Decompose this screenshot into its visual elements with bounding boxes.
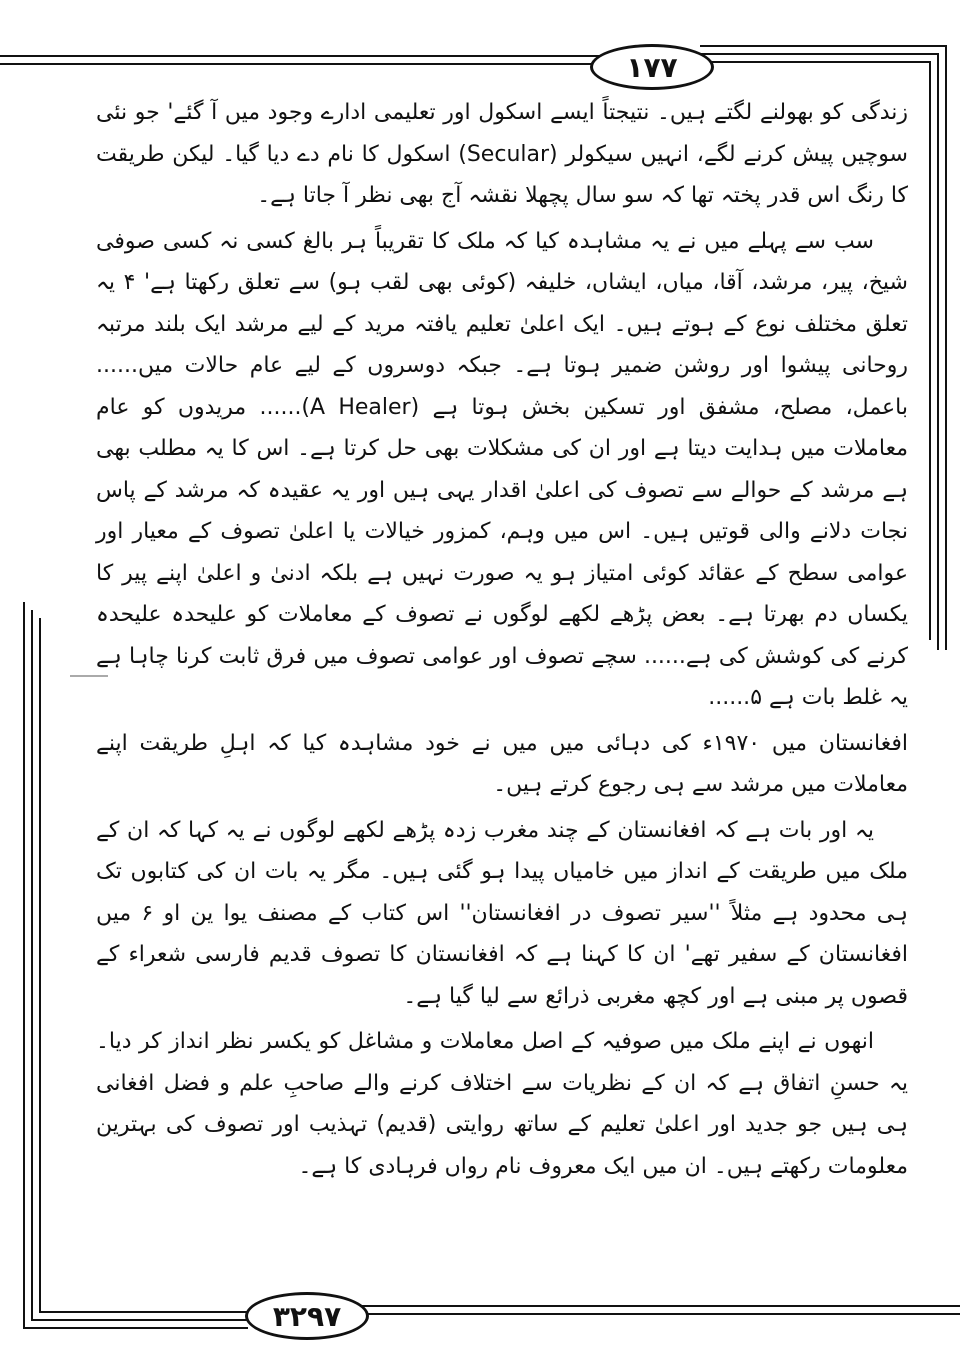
- page-number-bottom: ٣٢٩٧: [245, 1292, 369, 1340]
- paragraph-3: افغانستان میں ۱۹۷۰ء کی دہائی میں میں نے خود مشاہدہ کیا کہ اہلِ طریقت اپنے معاملات میں مرشد سے ہی رجوع کرتے ہیں۔: [96, 730, 908, 797]
- paragraph-2: سب سے پہلے میں نے یہ مشاہدہ کیا کہ ملک کا تقریباً ہر بالغ کسی نہ کسی صوفی شیخ، پیر، مرشد، آقا، میاں، ایشاں، خلیفہ (کوئی بھی لقب ہو) سے تعلق رکھتا ہے' ۴ یہ تعلق مختلف نوع کے ہوتے ہیں۔ ایک اعلیٰ تعلیم یافتہ مرید کے لیے مرشد ایک بلند مرتبہ روحانی پیشوا اور روشن ضمیر ہوتا ہے۔ جبکہ دوسروں کے لیے عام حالات میں...... باعمل، مصلح، مشفق اور تسکین بخش ہوتا ہے (A Healer)...... مریدوں کو عام معاملات میں ہدایت دیتا ہے اور ان کی مشکلات بھی حل کرتا ہے۔ اس کا یہ مطلب بھی ہے مرشد کے حوالے سے تصوف کی اعلیٰ اقدار یہی ہیں اور یہ عقیدہ کہ مرشد کے پاس نجات دلانے والی قوتیں ہیں۔ اس میں وہم، کمزور خیالات یا اعلیٰ تصوف کے معیار اور عوامی سطح کے عقائد کوئی امتیاز ہو یہ صورت نہیں ہے بلکہ ادنیٰ و اعلیٰ اپنے پیر کا یکساں دم بھرتا ہے۔ بعض پڑھے لکھے لوگوں نے تصوف کے معاملات کو علیحدہ علیحدہ کرنے کی کوشش کی ہے...... سچے تصوف اور عوامی تصوف میں فرق ثابت کرنا چاہا ہے یہ غلط بات ہے ۵......: [96, 228, 909, 710]
- paragraph-1: زندگی کو بھولنے لگتے ہیں۔ نتیجتاً ایسے اسکول اور تعلیمی ادارے وجود میں آ گئے' جو نئی سوچیں پیش کرنے لگے، انہیں سیکولر (Secular) اسکول کا نام دے دیا گیا۔ لیکن طریقت کا رنگ اس قدر پختہ تھا کہ سو سال پچھلا نقشہ آج بھی نظر آ جاتا ہے۔: [96, 100, 908, 208]
- paragraph-5: انھوں نے اپنے ملک میں صوفیہ کے اصل معاملات و مشاغل کو یکسر نظر انداز کر دیا۔ یہ حسنِ اتفاق ہے کہ ان کے نظریات سے اختلاف کرنے والے صاحبِ علم و فضل افغانی ہی ہیں جو جدید اور اعلیٰ تعلیم کے ساتھ روایتی (قدیم) تہذیب اور تصوف کی بہترین معلومات رکھتے ہیں۔ ان میں ایک معروف نام رواں فرہادی کا ہے۔: [96, 1029, 908, 1179]
- page-number-top: ١٧٧: [590, 44, 714, 90]
- article-body: [96, 92, 908, 1187]
- paragraph-4: یہ اور بات ہے کہ افغانستان کے چند مغرب زدہ پڑھے لکھے لوگوں نے یہ کہا کہ ان کے ملک میں طریقت کے انداز میں خامیاں پیدا ہو گئی ہیں۔ مگر یہ بات ان کی کتابوں تک ہی محدود ہے مثلاً ''سیر تصوف در افغانستان'' اس کتاب کے مصنف یوا ین او ۶ میں افغانستان کے سفیر تھے' ان کا کہنا ہے کہ افغانستان کا تصوف قدیم فارسی شعراء کے قصوں پر مبنی ہے اور کچھ مغربی ذرائع سے لیا گیا ہے۔: [96, 817, 908, 1009]
